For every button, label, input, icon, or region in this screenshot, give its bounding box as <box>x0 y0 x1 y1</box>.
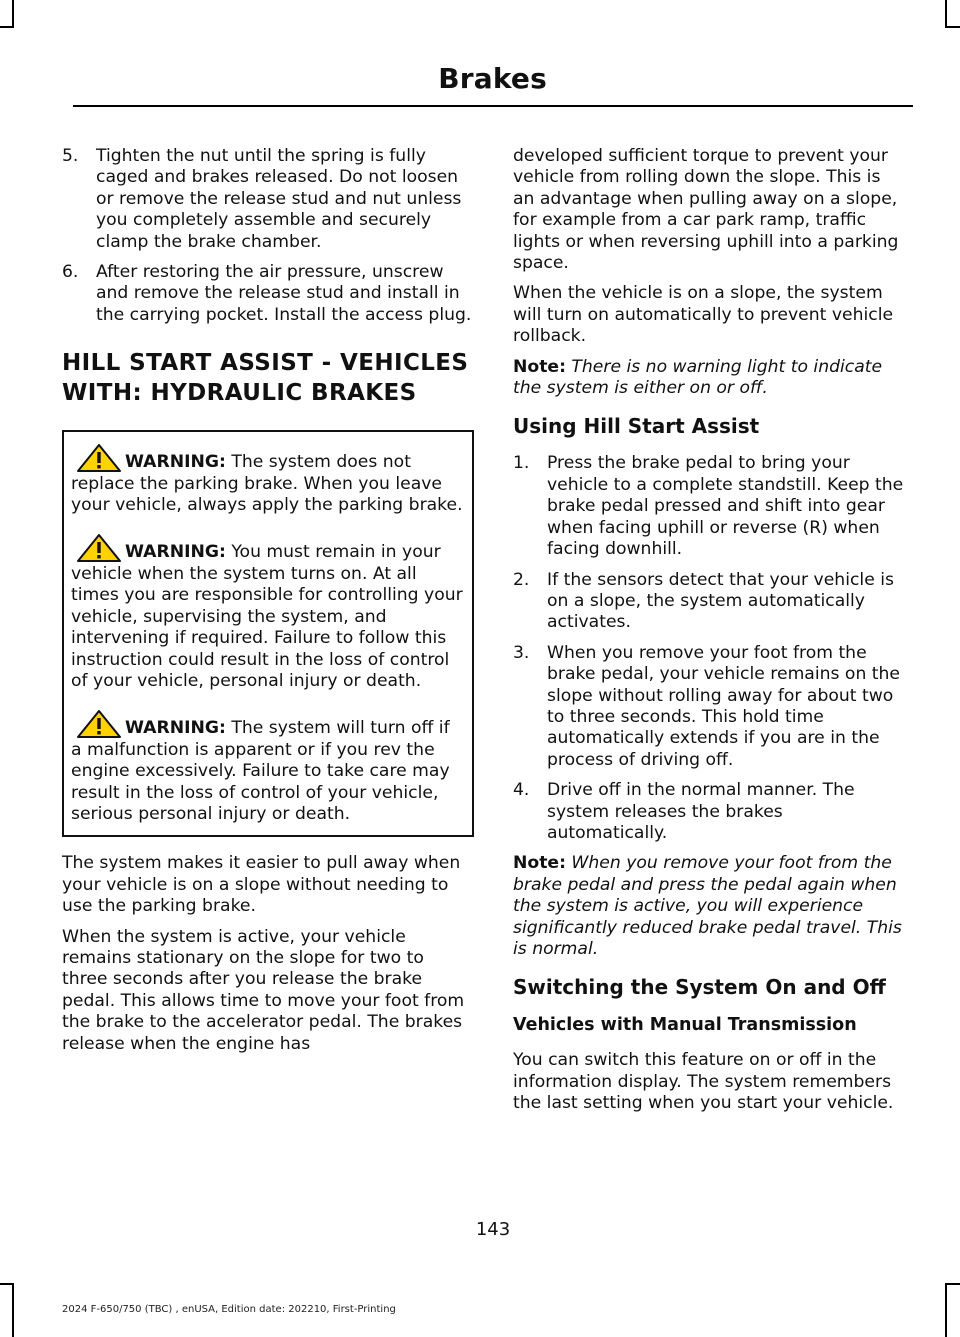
right-column <box>513 146 907 1124</box>
crop-mark-top-left-v <box>12 0 14 28</box>
subsection-heading: Switching the System On and Off <box>513 975 886 1000</box>
warning-triangle-icon <box>77 534 121 562</box>
note: Note: There is no warning light to indicate the system is either on or off. <box>513 356 883 399</box>
footer-edition-info: 2024 F-650/750 (TBC) , enUSA, Edition date: 202210, First-Printing <box>62 1304 396 1315</box>
release-steps-list <box>62 146 474 326</box>
page-title: Brakes <box>438 62 547 95</box>
list-item: 5. Tighten the nut until the spring is fully caged and brakes released. Do not loosen or remove the release stud and nut unless you completely assemble and securely clamp the brake chamber. <box>62 146 462 252</box>
note: Note: When you remove your foot from the brake pedal and press the pedal again when the system is active, you will experience significantly reduced brake pedal travel. This is normal. <box>513 853 902 959</box>
warning-box <box>62 430 474 837</box>
warning-item: WARNING: The system will turn off if a malfunction is apparent or if you rev the engine excessively. Failure to take care may result in the loss of control of your vehicle, serious personal injury or death. <box>71 710 464 825</box>
crop-mark-bottom-right-h <box>945 1283 960 1285</box>
crop-mark-bottom-left-h <box>0 1283 14 1285</box>
crop-mark-bottom-right-v <box>945 1283 947 1337</box>
crop-mark-top-right-v <box>945 0 947 28</box>
warning-item: WARNING: The system does not replace the parking brake. When you leave your vehicle, always apply the parking brake. <box>71 444 464 516</box>
subsection-heading: Using Hill Start Assist <box>513 414 760 439</box>
crop-mark-bottom-left-v <box>12 1283 14 1337</box>
warning-triangle-icon <box>77 444 121 472</box>
body-paragraph: When the vehicle is on a slope, the system will turn on automatically to prevent vehicle rollback. <box>513 283 894 347</box>
left-column <box>62 146 474 1064</box>
hill-start-steps-list <box>513 453 907 844</box>
warning-item: WARNING: You must remain in your vehicle when the system turns on. At all times you are responsible for controlling your vehicle, supervising the system, and intervening if required. Failure to follow this instruction could result in the loss of control of your vehicle, personal injury or death. <box>71 534 464 692</box>
page-number: 143 <box>475 1219 511 1240</box>
crop-mark-top-left-h <box>0 26 14 28</box>
list-item: 1. Press the brake pedal to bring your vehicle to a complete standstill. Keep the brake pedal pressed and shift into gear when facing uphill or reverse (R) when facing downhill. <box>513 453 904 560</box>
list-item: 2. If the sensors detect that your vehicle is on a slope, the system automatically activates. <box>513 569 894 633</box>
list-item: 6. After restoring the air pressure, unscrew and remove the release stud and install in the carrying pocket. Install the access plug. <box>62 262 472 325</box>
body-paragraph: When the system is active, your vehicle remains stationary on the slope for two to three seconds after you release the brake pedal. This allows time to move your foot from the brake to the accelerator pedal. The brakes release when the engine has <box>62 926 465 1054</box>
warning-triangle-icon <box>77 710 121 738</box>
list-item: 4. Drive off in the normal manner. The system releases the brakes automatically. <box>513 780 855 843</box>
list-item: 3. When you remove your foot from the brake pedal, your vehicle remains on the slope without rolling away for about two to three seconds. This hold time automatically extends if you are in the process of driving off. <box>513 642 901 770</box>
body-paragraph: The system makes it easier to pull away when your vehicle is on a slope without needing to use the parking brake. <box>62 853 461 917</box>
crop-mark-top-right-h <box>945 26 960 28</box>
section-heading: HILL START ASSIST - VEHICLES WITH: HYDRAULIC BRAKES <box>62 350 469 407</box>
body-paragraph: developed sufficient torque to prevent your vehicle from rolling down the slope. This is an advantage when pulling away on a slope, for example from a car park ramp, traffic lights or when reversing uphill into a parking space. <box>513 146 899 274</box>
subsubsection-heading: Vehicles with Manual Transmission <box>513 1015 857 1036</box>
header-rule <box>73 105 913 107</box>
body-paragraph: You can switch this feature on or off in the information display. The system remembers the last setting when you start your vehicle. <box>513 1050 894 1114</box>
